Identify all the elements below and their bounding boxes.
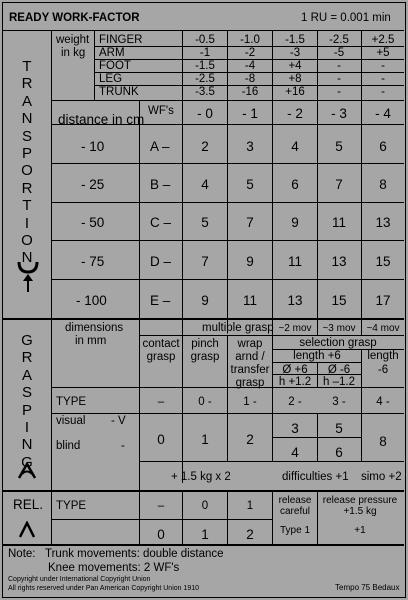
release-bottom-line <box>3 544 404 546</box>
wf-value: 5 <box>246 177 254 192</box>
weight-value: -1 <box>199 47 211 59</box>
distance-value: - 100 <box>76 293 107 308</box>
col-divider-1 <box>227 30 228 328</box>
weight-label-unit: in kg <box>61 47 86 59</box>
weight-value: -1.5 <box>195 60 215 72</box>
distance-code: B – <box>150 177 171 192</box>
wf-value: 2 <box>201 139 209 154</box>
distance-header: distance in cm <box>58 112 145 127</box>
length-minus6-header: length <box>367 350 399 362</box>
wf-value: 6 <box>379 139 387 154</box>
grasp-value: 2 <box>246 432 254 447</box>
release-careful-label-2: careful <box>279 506 311 517</box>
weight-value: - <box>381 86 385 98</box>
simo-note: simo +2 <box>361 471 402 483</box>
weight-value: -0.5 <box>195 34 215 46</box>
wrap-grasp-label-4: grasp <box>235 377 265 389</box>
release-value: 0 <box>157 527 165 542</box>
weight-value: - <box>337 73 341 85</box>
copyright-line-2: All rights reserved under Pan American Copyright Union 1910 <box>8 585 200 592</box>
grasp-type-label: TYPE <box>56 396 87 408</box>
weight-value: +5 <box>376 47 390 59</box>
distance-value: - 25 <box>81 177 105 192</box>
col-divider-3 <box>317 30 318 328</box>
distance-row-line <box>51 124 404 125</box>
release-label-divider <box>51 490 52 544</box>
wf-value: 11 <box>331 215 347 230</box>
grasp-subheader-line <box>51 387 404 388</box>
wf-column: - 4 <box>375 106 391 121</box>
length-value: 8 <box>379 434 387 449</box>
grasp-type-value: 3 - <box>332 396 346 408</box>
release-divider <box>227 490 228 544</box>
unit-label: 1 RU = 0.001 min <box>301 12 391 24</box>
wrap-grasp-label: wrap <box>237 338 263 350</box>
copyright-line-1: Copyright under International Copyright Union <box>8 576 151 583</box>
knee-note: Knee movements: 2 WF's <box>48 562 180 574</box>
difficulties-note: difficulties +1 <box>282 471 349 483</box>
release-icon <box>17 521 37 539</box>
card-title: READY WORK-FACTOR <box>9 12 140 24</box>
contact-grasp-label-2: grasp <box>146 351 176 363</box>
col-divider-4 <box>361 30 362 328</box>
grasp-type-line <box>51 413 404 414</box>
blind-code: - <box>121 440 125 452</box>
wf-value: 9 <box>246 254 254 269</box>
release-value: 1 <box>201 527 209 542</box>
wf-column: - 2 <box>287 106 303 121</box>
release-mid-line <box>51 519 272 520</box>
weight-value: +2.5 <box>371 34 395 46</box>
release-divider <box>139 490 140 544</box>
wf-value: 13 <box>375 215 391 230</box>
grasp-icon <box>16 462 38 480</box>
weight-value: +8 <box>288 73 302 85</box>
wf-value: 3 <box>246 139 254 154</box>
tempo-label: Tempo 75 Bedaux <box>335 583 400 592</box>
pinch-grasp-label: pinch <box>191 338 219 350</box>
release-type-label: TYPE <box>56 500 87 512</box>
multiple-grasp-header: multiple grasp <box>202 322 274 334</box>
distance-code: E – <box>150 293 171 308</box>
body-part: LEG <box>99 73 123 85</box>
grasp-col-divider <box>227 335 228 461</box>
wf-header: WF's <box>148 105 174 117</box>
body-part: ARM <box>99 47 125 59</box>
distance-value: - 10 <box>81 139 105 154</box>
release-type-value: – <box>157 500 165 512</box>
sel-split-line <box>272 437 361 438</box>
wf-column: - 1 <box>242 106 258 121</box>
grasp-col-divider <box>361 318 362 335</box>
header-divider <box>3 30 404 31</box>
wf-value: 15 <box>375 254 391 269</box>
wrap-grasp-label-3: transfer <box>230 364 270 376</box>
grasping-letters: G R A S P I N G <box>21 332 33 471</box>
weight-divider <box>94 30 95 101</box>
mov-header: ~3 mov <box>322 323 356 334</box>
wf-value: 4 <box>201 177 209 192</box>
phi-line <box>272 374 361 375</box>
grasp-value: 0 <box>157 432 165 447</box>
release-careful-type: Type 1 <box>279 525 311 536</box>
grasp-type-value: 2 - <box>288 396 302 408</box>
release-type-value: 1 <box>246 500 254 512</box>
release-value: 2 <box>246 527 254 542</box>
weight-value: -1.5 <box>285 34 305 46</box>
contact-grasp-label: contact <box>142 338 180 350</box>
weight-value: +16 <box>285 86 305 98</box>
col-divider-0 <box>182 30 183 483</box>
blind-label: blind <box>56 440 81 452</box>
weight-value: -4 <box>244 60 256 72</box>
wf-value: 15 <box>331 293 347 308</box>
wf-value: 7 <box>246 215 254 230</box>
weight-value: - <box>337 60 341 72</box>
weight-value: -2 <box>244 47 256 59</box>
release-divider <box>317 490 318 544</box>
grasp-type-value: 1 - <box>243 396 257 408</box>
col-divider-2 <box>272 30 273 328</box>
sel-blind-value: 4 <box>291 445 299 460</box>
wf-value: 7 <box>201 254 209 269</box>
length-plus6-header: length +6 <box>293 350 341 362</box>
dimensions-divider <box>139 318 140 491</box>
body-part: FOOT <box>99 60 131 72</box>
transport-motion-icon <box>16 260 40 294</box>
visual-code: - V <box>111 415 126 427</box>
wf-value: 6 <box>291 177 299 192</box>
grasp-type-value: 4 - <box>376 396 390 408</box>
grasp-type-value: – <box>157 396 165 408</box>
weight-value: -2.5 <box>329 34 349 46</box>
wf-value: 11 <box>287 254 303 269</box>
wf-value: 13 <box>287 293 303 308</box>
weight-value: - <box>381 73 385 85</box>
wf-column: - 3 <box>331 106 347 121</box>
wf-value: 9 <box>201 293 209 308</box>
weight-value: -8 <box>244 73 256 85</box>
distance-code: A – <box>150 139 170 154</box>
grasp-col-divider <box>361 349 362 461</box>
release-pressure-label: release pressure <box>322 495 398 506</box>
weight-multiplier-note: + 1.5 kg x 2 <box>171 471 231 483</box>
wf-value: 17 <box>375 293 391 308</box>
distance-row-line <box>51 240 404 241</box>
grasp-col-divider <box>272 318 273 461</box>
distance-row-line <box>51 279 404 280</box>
release-label: REL. <box>13 497 44 512</box>
distance-code: C – <box>150 215 172 230</box>
weight-value: +4 <box>288 60 302 72</box>
weight-value: - <box>381 60 385 72</box>
trunk-note: Trunk movements: double distance <box>45 548 224 560</box>
phi-plus-label: Ø +6 <box>282 364 308 376</box>
dimensions-label: dimensions <box>65 322 124 334</box>
grasp-type-value: 0 - <box>198 396 212 408</box>
weight-value: -5 <box>333 47 345 59</box>
grasping-bottom-line <box>3 490 404 492</box>
weight-value: -2.5 <box>195 73 215 85</box>
wf-value: 9 <box>291 215 299 230</box>
h-minus-label: h –1.2 <box>323 376 355 388</box>
dimensions-unit: in mm <box>75 335 107 347</box>
wf-value: 11 <box>242 293 258 308</box>
length-minus6-value: -6 <box>377 364 389 376</box>
wf-value: 5 <box>201 215 209 230</box>
weight-label: weight <box>56 34 90 46</box>
phi-minus-label: Ø -6 <box>327 364 351 376</box>
wf-value: 5 <box>335 139 343 154</box>
distance-value: - 75 <box>81 254 105 269</box>
release-pressure-weight: +1.5 kg <box>343 506 377 517</box>
sel-visual-value: 5 <box>335 421 343 436</box>
body-part: TRUNK <box>99 86 139 98</box>
mov-header: ~4 mov <box>366 323 400 334</box>
grasp-col-divider <box>317 318 318 335</box>
wf-column: - 0 <box>197 106 213 121</box>
h-plus-label: h +1.2 <box>278 376 312 388</box>
wrap-grasp-label-2: arnd / <box>235 351 265 363</box>
sel-visual-value: 3 <box>291 421 299 436</box>
wf-value: 7 <box>335 177 343 192</box>
wf-value: 4 <box>291 139 299 154</box>
pinch-grasp-label-2: grasp <box>190 351 220 363</box>
weight-value: -1.0 <box>240 34 260 46</box>
note-label: Note: <box>8 548 36 560</box>
body-part: FINGER <box>99 34 143 46</box>
weight-value: -3 <box>289 47 301 59</box>
weight-value: -3.5 <box>195 86 215 98</box>
distance-value: - 50 <box>81 215 105 230</box>
release-type-value: 0 <box>201 500 209 512</box>
selection-grasp-header: selection grasp <box>299 337 377 349</box>
wf-value: 8 <box>379 177 387 192</box>
release-careful-label: release <box>278 495 312 506</box>
weight-value: -16 <box>241 86 259 98</box>
work-factor-card <box>2 2 406 598</box>
distance-code: D – <box>150 254 172 269</box>
sel-blind-value: 6 <box>335 445 343 460</box>
release-divider <box>182 490 183 544</box>
release-divider <box>272 490 273 544</box>
wf-value: 13 <box>331 254 347 269</box>
transportation-letters: T R A N S P O R T I O N <box>21 58 33 267</box>
distance-row-line <box>51 163 404 164</box>
transportation-bottom-line <box>3 318 404 320</box>
length-line <box>272 362 361 363</box>
grasp-values-bottom-line <box>139 461 404 462</box>
visual-label: visual <box>56 415 86 427</box>
weight-value: - <box>337 86 341 98</box>
grasp-value: 1 <box>201 432 209 447</box>
release-pressure-value: +1 <box>354 525 366 536</box>
distance-row-line <box>51 202 404 203</box>
mov-header: ~2 mov <box>278 323 312 334</box>
wf-col-divider <box>139 100 140 318</box>
weight-bottom-line <box>51 100 404 101</box>
